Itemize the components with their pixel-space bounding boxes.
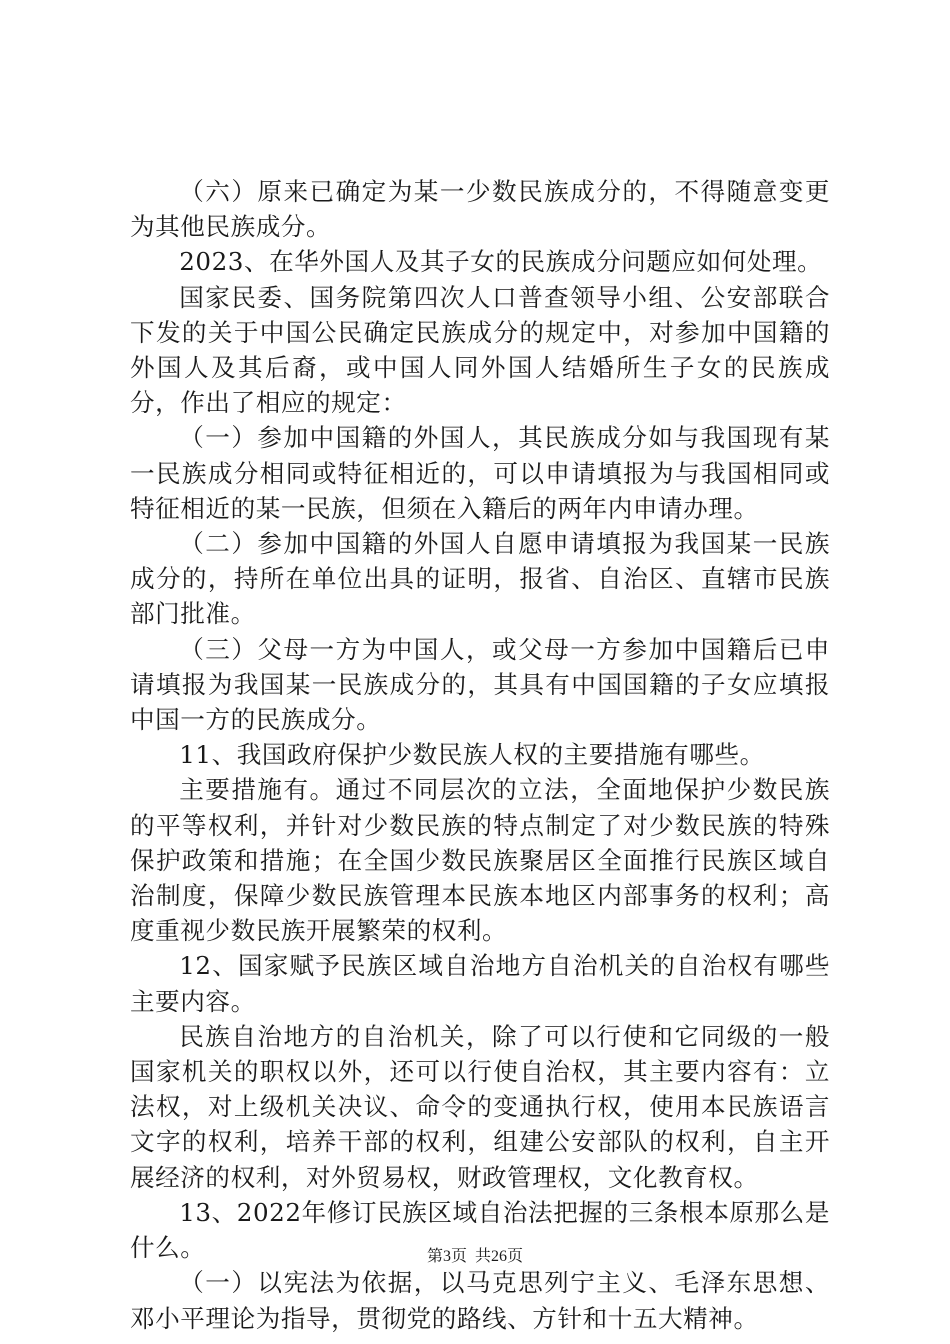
paragraph-8: 主要措施有。通过不同层次的立法，全面地保护少数民族的平等权利，并针对少数民族的特点制定了对少数民族的特殊保护政策和措施；在全国少数民族聚居区全面推行民族区域自治制度，保障少数民族管理本民族本地区内部事务的权利；高度重视少数民族开展繁荣的权利。 <box>130 775 830 946</box>
paragraph-11: 13、2022年修订民族区域自治法把握的三条根本原那么是什么。 <box>130 1197 830 1263</box>
paragraph-10: 民族自治地方的自治机关，除了可以行使和它同级的一般国家机关的职权以外，还可以行使自治权，其主要内容有：立法权，对上级机关决议、命令的变通执行权，使用本民族语言文字的权利，培养干部的权利，组建公安部队的权利，自主开展经济的权利，对外贸易权，财政管理权，文化教育权。 <box>130 1021 830 1192</box>
paragraph-5: （二）参加中国籍的外国人自愿申请填报为我国某一民族成分的，持所在单位出具的证明，报省、自治区、直辖市民族部门批准。 <box>130 529 830 629</box>
footer-total-pages: 26 <box>491 1248 507 1265</box>
page-footer <box>0 1243 950 1266</box>
paragraph-3: 国家民委、国务院第四次人口普查领导小组、公安部联合下发的关于中国公民确定民族成分的规定中，对参加中国籍的外国人及其后裔，或中国人同外国人结婚所生子女的民族成分，作出了相应的规定： <box>130 282 830 418</box>
footer-page-prefix: 第 <box>426 1248 443 1265</box>
document-body <box>130 174 830 1336</box>
paragraph-4: （一）参加中国籍的外国人，其民族成分如与我国现有某一民族成分相同或特征相近的，可以申请填报为与我国相同或特征相近的某一民族，但须在入籍后的两年内申请办理。 <box>130 423 830 523</box>
paragraph-6: （三）父母一方为中国人，或父母一方参加中国籍后已申请填报为我国某一民族成分的，其具有中国国籍的子女应填报中国一方的民族成分。 <box>130 634 830 735</box>
footer-total-suffix: 页 <box>507 1248 524 1265</box>
paragraph-2: 2023、在华外国人及其子女的民族成分问题应如何处理。 <box>179 247 823 277</box>
paragraph-7: 11、我国政府保护少数民族人权的主要措施有哪些。 <box>179 740 765 770</box>
paragraph-9: 12、国家赋予民族区域自治地方自治机关的自治权有哪些主要内容。 <box>130 951 830 1016</box>
footer-page-number: 3 <box>442 1248 451 1265</box>
footer-page-suffix: 页 共 <box>450 1248 491 1265</box>
paragraph-1: （六）原来已确定为某一少数民族成分的，不得随意变更为其他民族成分。 <box>130 177 830 242</box>
paragraph-12: （一）以宪法为依据，以马克思列宁主义、毛泽东思想、邓小平理论为指导，贯彻党的路线、方针和十五大精神。 <box>130 1268 830 1333</box>
